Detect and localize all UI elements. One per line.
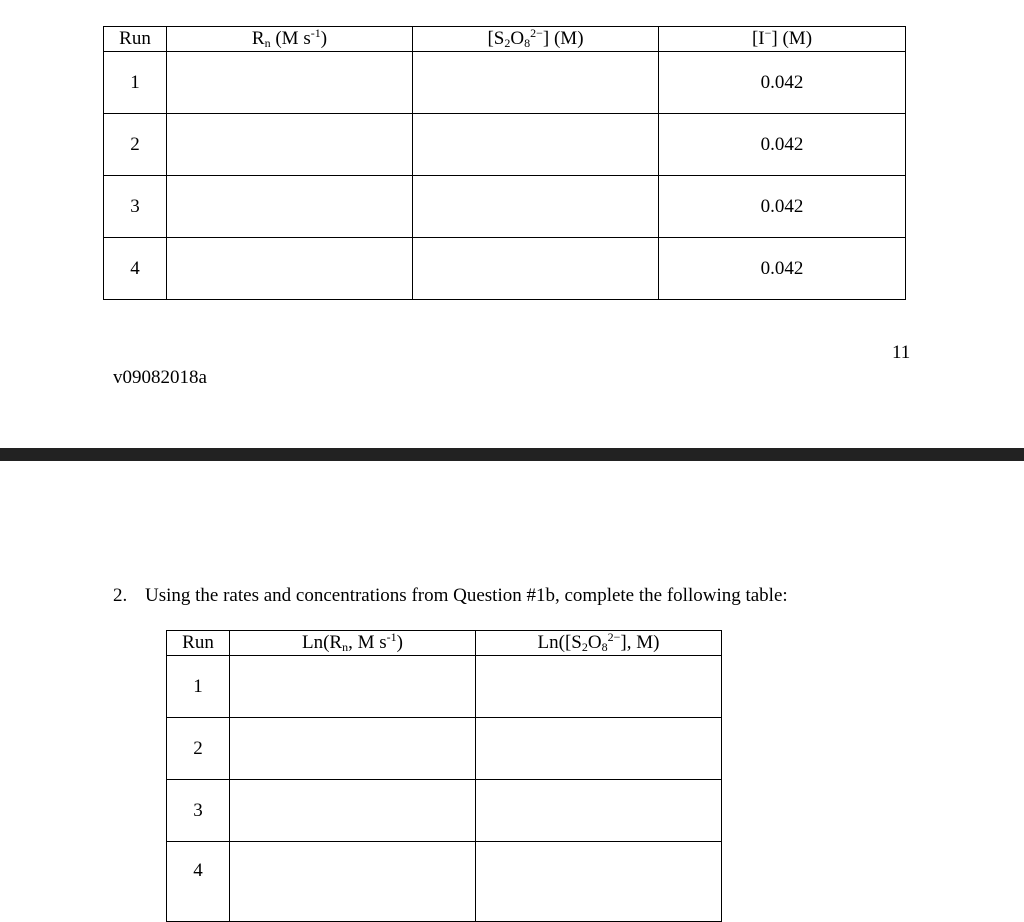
ln-rate-cell[interactable] [230,656,476,718]
iodide-cell: 0.042 [659,238,906,300]
iodide-cell: 0.042 [659,114,906,176]
run-cell: 2 [104,114,167,176]
iodide-cell: 0.042 [659,176,906,238]
header-persulfate: $[S_2O_8^{2-}]$ (M) [413,27,659,52]
table-row [104,114,906,176]
table-row [104,176,906,238]
header-iodide: [I−] (M) [659,27,906,52]
ln-persulfate-cell[interactable] [476,656,722,718]
table-row [167,656,722,718]
rate-cell[interactable] [167,52,413,114]
rate-cell[interactable] [167,238,413,300]
header-ln-persulfate: $Ln([S_2O_8^{2-}]$, M) [476,631,722,656]
table-row [167,718,722,780]
rate-cell[interactable] [167,176,413,238]
run-cell: 4 [104,238,167,300]
table-row [104,52,906,114]
persulfate-cell[interactable] [413,52,659,114]
persulfate-cell[interactable] [413,114,659,176]
header-rate: $R_n$ (M $s^{-1}$) [167,27,413,52]
ln-data-table [166,630,722,922]
question-2 [113,585,788,607]
question-number: 2. [113,585,128,606]
ln-persulfate-cell[interactable] [476,780,722,842]
table-header-row [104,27,906,52]
run-cell: 1 [104,52,167,114]
persulfate-cell[interactable] [413,176,659,238]
header-run: Run [167,631,230,656]
page-number: 11 [892,342,911,363]
run-cell: 4 [167,842,230,922]
run-cell: 3 [167,780,230,842]
ln-persulfate-cell[interactable] [476,718,722,780]
ln-persulfate-cell[interactable] [476,842,722,922]
page-divider [0,448,1024,461]
table-row [167,842,722,922]
rate-cell[interactable] [167,114,413,176]
run-cell: 3 [104,176,167,238]
header-run: Run [104,27,167,52]
question-text: Using the rates and concentrations from Question #1b, complete the following table: [145,585,788,606]
ln-rate-cell[interactable] [230,842,476,922]
run-cell: 2 [167,718,230,780]
header-ln-rate: $Ln(R_n$, M $s^{-1}$) [230,631,476,656]
ln-rate-cell[interactable] [230,718,476,780]
iodide-cell: 0.042 [659,52,906,114]
persulfate-cell[interactable] [413,238,659,300]
version-label: v09082018a [113,367,207,388]
table-row [167,780,722,842]
table-row [104,238,906,300]
table-header-row [167,631,722,656]
kinetics-data-table [103,26,906,300]
ln-rate-cell[interactable] [230,780,476,842]
run-cell: 1 [167,656,230,718]
